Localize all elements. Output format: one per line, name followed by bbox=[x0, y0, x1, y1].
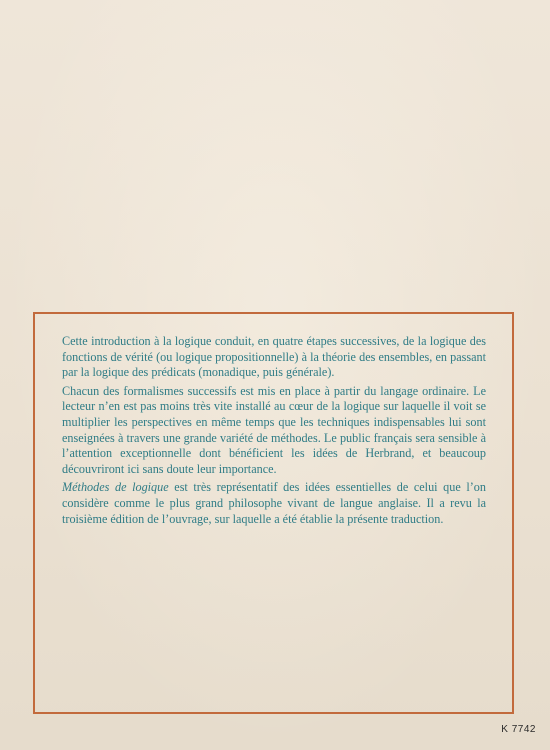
blurb-text-block bbox=[62, 334, 486, 530]
catalog-code: K 7742 bbox=[501, 724, 536, 735]
blurb-paragraph-1: Cette introduction à la logique conduit, en quatre étapes successives, de la logique des fonctions de vérité (ou logique propositionnelle) à la théorie des ensembles, en passant par la logique des prédicats (monadique, puis générale). bbox=[62, 334, 486, 380]
blurb-paragraph-3 bbox=[62, 480, 486, 527]
book-title-italic: Méthodes de logique bbox=[62, 480, 169, 495]
blurb-paragraph-3-rest: est très représentatif des idées essentielles de celui que l’on considère comme le plus grand philosophe vivant de langue anglaise. Il a revu la troisième édition de l’ouvrage, sur laquelle a été établie la présente traduction. bbox=[62, 480, 486, 526]
blurb-paragraph-2: Chacun des formalismes successifs est mis en place à partir du langage ordinaire. Le lecteur n’en est pas moins très vite installé au cœur de la logique sur laquelle il voit se multiplier les perspectives en même temps que les techniques indispensables lui sont enseignées à travers une grande variété de méthodes. Le public français sera sensible à l’attention exceptionnelle dont bénéficient les idées de Herbrand, et beaucoup découvriront ici sans doute leur importance. bbox=[62, 383, 486, 476]
